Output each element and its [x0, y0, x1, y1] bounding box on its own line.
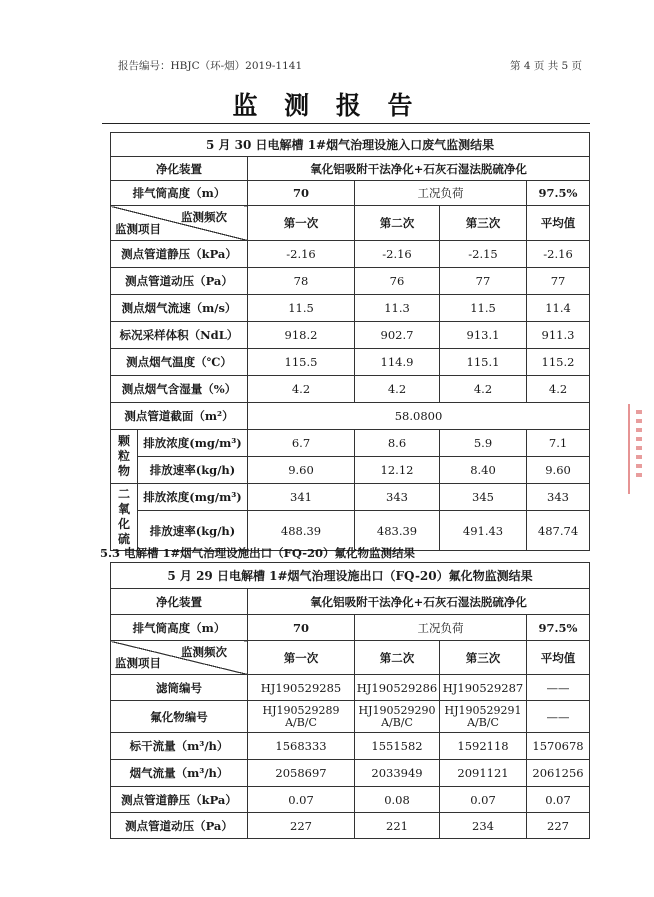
cell: 483.39 [355, 511, 440, 551]
cell: 0.07 [527, 787, 590, 813]
cell: 491.43 [440, 511, 527, 551]
cell: 1570678 [527, 733, 590, 760]
cell: 115.1 [440, 349, 527, 376]
cell: HJ190529291 A/B/C [440, 701, 527, 733]
cell: 76 [355, 268, 440, 295]
freq-label: 监测频次 [181, 645, 227, 659]
cell: 8.6 [355, 430, 440, 457]
purification-label: 净化装置 [111, 157, 248, 181]
load-label: 工况负荷 [355, 181, 527, 206]
table-row [111, 701, 590, 733]
cell: 2033949 [355, 760, 440, 787]
cross-section-value: 58.0800 [248, 403, 590, 430]
row-label: 测点烟气温度（℃） [111, 349, 248, 376]
load-value: 97.5% [527, 181, 590, 206]
table-row [111, 733, 590, 760]
table-row [111, 403, 590, 430]
row-label: 标况采样体积（NdL） [111, 322, 248, 349]
cell: 11.5 [248, 295, 355, 322]
table1-caption: 5 月 30 日电解槽 1#烟气治理设施入口废气监测结果 [111, 133, 590, 157]
cell: 2058697 [248, 760, 355, 787]
row-label: 排放浓度(mg/m³) [138, 430, 248, 457]
diagonal-header-cell [111, 641, 248, 675]
table-outlet-fluoride [110, 562, 590, 839]
cell: 11.3 [355, 295, 440, 322]
stack-height-value: 70 [248, 615, 355, 641]
row-label: 排放浓度(mg/m³) [138, 484, 248, 511]
report-number: 报告编号：HBJC（环-烟）2019-1141 [118, 60, 303, 72]
cell: HJ190529289 A/B/C [248, 701, 355, 733]
cell: 12.12 [355, 457, 440, 484]
cell: HJ190529286 [355, 675, 440, 701]
row-label: 氟化物编号 [111, 701, 248, 733]
cell: —— [527, 675, 590, 701]
load-value: 97.5% [527, 615, 590, 641]
title-underline [102, 123, 590, 124]
table-row [111, 675, 590, 701]
cell: 345 [440, 484, 527, 511]
cell: HJ190529290 A/B/C [355, 701, 440, 733]
cell: 11.4 [527, 295, 590, 322]
cell: HJ190529285 [248, 675, 355, 701]
table-row [111, 457, 590, 484]
cell: —— [527, 701, 590, 733]
stack-height-value: 70 [248, 181, 355, 206]
cell: 77 [440, 268, 527, 295]
row-label: 测点管道动压（Pa） [111, 813, 248, 839]
cell: 341 [248, 484, 355, 511]
col-header: 第一次 [248, 641, 355, 675]
table-row [111, 484, 590, 511]
cell: 227 [527, 813, 590, 839]
col-header: 第一次 [248, 206, 355, 241]
cross-section-label: 测点管道截面（m²） [111, 403, 248, 430]
cell: 343 [527, 484, 590, 511]
cell: 7.1 [527, 430, 590, 457]
item-label: 监测项目 [115, 222, 161, 236]
row-label: 测点管道静压（kPa） [111, 787, 248, 813]
cell: 918.2 [248, 322, 355, 349]
cell: 2091121 [440, 760, 527, 787]
cell: -2.16 [527, 241, 590, 268]
diagonal-header-cell [111, 206, 248, 241]
cell: 227 [248, 813, 355, 839]
cell: 115.5 [248, 349, 355, 376]
cell: 0.08 [355, 787, 440, 813]
cell: 77 [527, 268, 590, 295]
cell: 5.9 [440, 430, 527, 457]
table-row [111, 349, 590, 376]
row-label: 烟气流量（m³/h） [111, 760, 248, 787]
cell: 4.2 [248, 376, 355, 403]
row-label: 测点烟气含湿量（%） [111, 376, 248, 403]
cell: 9.60 [527, 457, 590, 484]
cell: 8.40 [440, 457, 527, 484]
page-info: 第 4 页 共 5 页 [510, 60, 583, 72]
cell: -2.15 [440, 241, 527, 268]
cell: 913.1 [440, 322, 527, 349]
load-label: 工况负荷 [355, 615, 527, 641]
row-label: 测点烟气流速（m/s） [111, 295, 248, 322]
cell: 0.07 [248, 787, 355, 813]
table-row [111, 322, 590, 349]
col-header: 第三次 [440, 641, 527, 675]
purification-value: 氧化铝吸附干法净化+石灰石湿法脱硫净化 [248, 157, 590, 181]
freq-label: 监测频次 [181, 210, 227, 224]
col-header: 第二次 [355, 641, 440, 675]
cell: 1568333 [248, 733, 355, 760]
stack-height-label: 排气筒高度（m） [111, 181, 248, 206]
cell: 78 [248, 268, 355, 295]
cell: 4.2 [355, 376, 440, 403]
table-row [111, 376, 590, 403]
table-row [111, 430, 590, 457]
section-heading: 5.3 电解槽 1#烟气治理设施出口（FQ-20）氟化物监测结果 [100, 546, 416, 560]
cell: -2.16 [355, 241, 440, 268]
table-row [111, 295, 590, 322]
cell: 4.2 [527, 376, 590, 403]
row-label: 测点管道静压（kPa） [111, 241, 248, 268]
table-row [111, 241, 590, 268]
cell: 487.74 [527, 511, 590, 551]
item-label: 监测项目 [115, 656, 161, 670]
row-label: 排放速率(kg/h) [138, 457, 248, 484]
purification-value: 氧化铝吸附干法净化+石灰石湿法脱硫净化 [248, 589, 590, 615]
cell: 1551582 [355, 733, 440, 760]
col-header: 平均值 [527, 641, 590, 675]
particulate-group-label: 颗 粒 物 [111, 430, 138, 484]
table-row [111, 787, 590, 813]
cell: 234 [440, 813, 527, 839]
cell: 115.2 [527, 349, 590, 376]
col-header: 平均值 [527, 206, 590, 241]
row-label: 标干流量（m³/h） [111, 733, 248, 760]
table-row [111, 268, 590, 295]
seal-mark-detail [636, 410, 642, 480]
cell: 0.07 [440, 787, 527, 813]
col-header: 第二次 [355, 206, 440, 241]
table2-caption: 5 月 29 日电解槽 1#烟气治理设施出口（FQ-20）氟化物监测结果 [111, 563, 590, 589]
cell: 11.5 [440, 295, 527, 322]
cell: 488.39 [248, 511, 355, 551]
table-row [111, 813, 590, 839]
purification-label: 净化装置 [111, 589, 248, 615]
row-label: 排放速率(kg/h) [138, 511, 248, 551]
cell: 1592118 [440, 733, 527, 760]
col-header: 第三次 [440, 206, 527, 241]
cell: 9.60 [248, 457, 355, 484]
row-label: 滤筒编号 [111, 675, 248, 701]
page-title: 监 测 报 告 [232, 91, 422, 120]
cell: 911.3 [527, 322, 590, 349]
cell: 114.9 [355, 349, 440, 376]
cell: 343 [355, 484, 440, 511]
cell: 6.7 [248, 430, 355, 457]
cell: 221 [355, 813, 440, 839]
cell: 4.2 [440, 376, 527, 403]
cell: 2061256 [527, 760, 590, 787]
cell: HJ190529287 [440, 675, 527, 701]
stack-height-label: 排气筒高度（m） [111, 615, 248, 641]
so2-group-label: 二 氧 化 硫 [111, 484, 138, 551]
row-label: 测点管道动压（Pa） [111, 268, 248, 295]
cell: 902.7 [355, 322, 440, 349]
cell: -2.16 [248, 241, 355, 268]
table-inlet-monitoring [110, 132, 590, 551]
table-row [111, 760, 590, 787]
